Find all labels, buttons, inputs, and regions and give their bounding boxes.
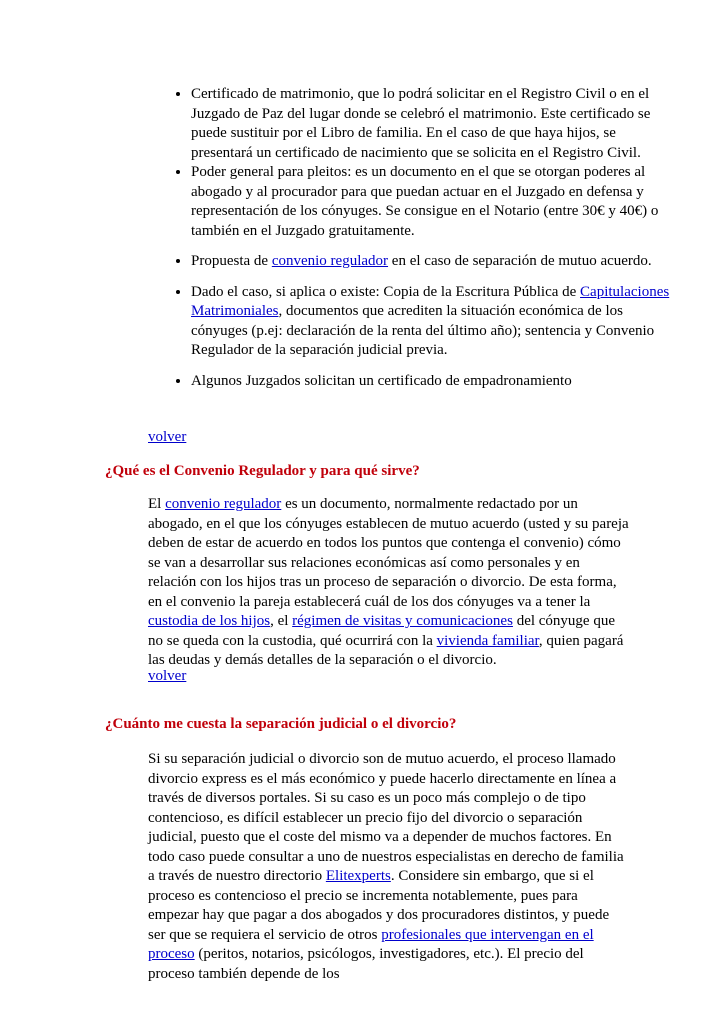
paragraph-text: , el	[270, 613, 293, 629]
list-item-text: Certificado de matrimonio, que lo podrá solicitar en el Registro Civil o en el Juzgado de Paz del lugar donde se celebró el matrimonio. Este certificado se puede sustituir por el Libro de familia. En el caso de que haya hijos, se presentará un certificado de nacimiento que se solicita en el Registro Civil.	[191, 86, 651, 161]
list-item	[191, 283, 681, 361]
list-item	[191, 252, 681, 272]
vivienda-familiar-link[interactable]: vivienda familiar	[436, 632, 539, 649]
list-item-text: Poder general para pleitos: es un documento en el que se otorgan poderes al abogado y al procurador para que puedan actuar en el Juzgado en defensa y representación de los cónyuges. Se consigue en el Notario (entre 30€ y 40€) o también en el Juzgado gratuitamente.	[191, 164, 659, 239]
paragraph-text: . Considere sin embargo, que si el proceso es contencioso el precio se incrementa notablemente, pues para empezar hay que pagar a dos abogados y dos procuradores distintos, y puede ser que se requiera el servicio de otros	[148, 868, 610, 943]
regimen-visitas-link[interactable]: régimen de visitas y comunicaciones	[292, 613, 513, 629]
list-item-text: en el caso de separación de mutuo acuerdo.	[388, 253, 652, 269]
list-item-text: Dado el caso, si aplica o existe: Copia de la Escritura Pública de	[191, 283, 581, 300]
list-item	[191, 372, 681, 392]
list-item-text: Algunos Juzgados solicitan un certificado de empadronamiento	[191, 372, 572, 389]
list-item-text: Propuesta de	[191, 253, 272, 269]
cost-paragraph	[148, 750, 630, 984]
profesionales-link[interactable]: profesionales que intervengan en el proceso	[148, 926, 594, 962]
convenio-paragraph	[148, 495, 630, 671]
capitulaciones-matrimoniales-link[interactable]: Capitulaciones Matrimoniales	[191, 283, 670, 319]
volver-link-1[interactable]: volver	[148, 429, 187, 445]
paragraph-text: es un documento, normalmente redactado por un abogado, en el que los cónyuges establecen de mutuo acuerdo (usted y su pareja deben de estar de acuerdo en todos los puntos que contenga el convenio) cómo se van a desarrollar sus relaciones económicas así como personales y en relación con los hijos tras un proceso de separación o divorcio. De esta forma, en el convenio la pareja establecerá cuál de los dos cónyuges va a tener la	[148, 496, 629, 610]
question-heading-convenio: ¿Qué es el Convenio Regulador y para qué sirve?	[105, 463, 420, 479]
list-item	[191, 85, 681, 163]
volver-link-2[interactable]: volver	[148, 668, 187, 684]
paragraph-text: El	[148, 496, 166, 512]
question-heading-cost: ¿Cuánto me cuesta la separación judicial o el divorcio?	[105, 716, 457, 732]
convenio-regulador-link[interactable]: convenio regulador	[271, 253, 389, 269]
list-item	[191, 163, 681, 241]
paragraph-text: Si su separación judicial o divorcio son de mutuo acuerdo, el proceso llamado divorcio express es el más económico y puede hacerlo directamente en línea a través de diversos portales. Si su caso es un poco más complejo o de tipo contencioso, es difícil establecer un precio fijo del divorcio o separación judicial, puesto que el coste del mismo va a depender de muchos factores. En todo caso puede consultar a uno de nuestros especialistas en derecho de familia a través de nuestro directorio	[148, 751, 624, 884]
paragraph-text: (peritos, notarios, psicólogos, investigadores, etc.). El precio del proceso también depende de los	[148, 946, 584, 982]
convenio-regulador-link-2[interactable]: convenio regulador	[165, 496, 282, 512]
paragraph-text: del cónyuge que no se queda con la custodia, qué ocurrirá con la	[148, 613, 615, 649]
custodia-hijos-link[interactable]: custodia de los hijos	[148, 613, 271, 629]
requirements-list	[148, 85, 681, 402]
list-item-text: , documentos que acrediten la situación económica de los cónyuges (p.ej: declaración de la renta del último año); sentencia y Convenio Regulador de la separación judicial previa.	[191, 303, 655, 358]
elitexperts-link[interactable]: Elitexperts	[325, 868, 391, 884]
paragraph-text: , quien pagará las deudas y demás detalles de la separación o el divorcio.	[148, 632, 624, 668]
